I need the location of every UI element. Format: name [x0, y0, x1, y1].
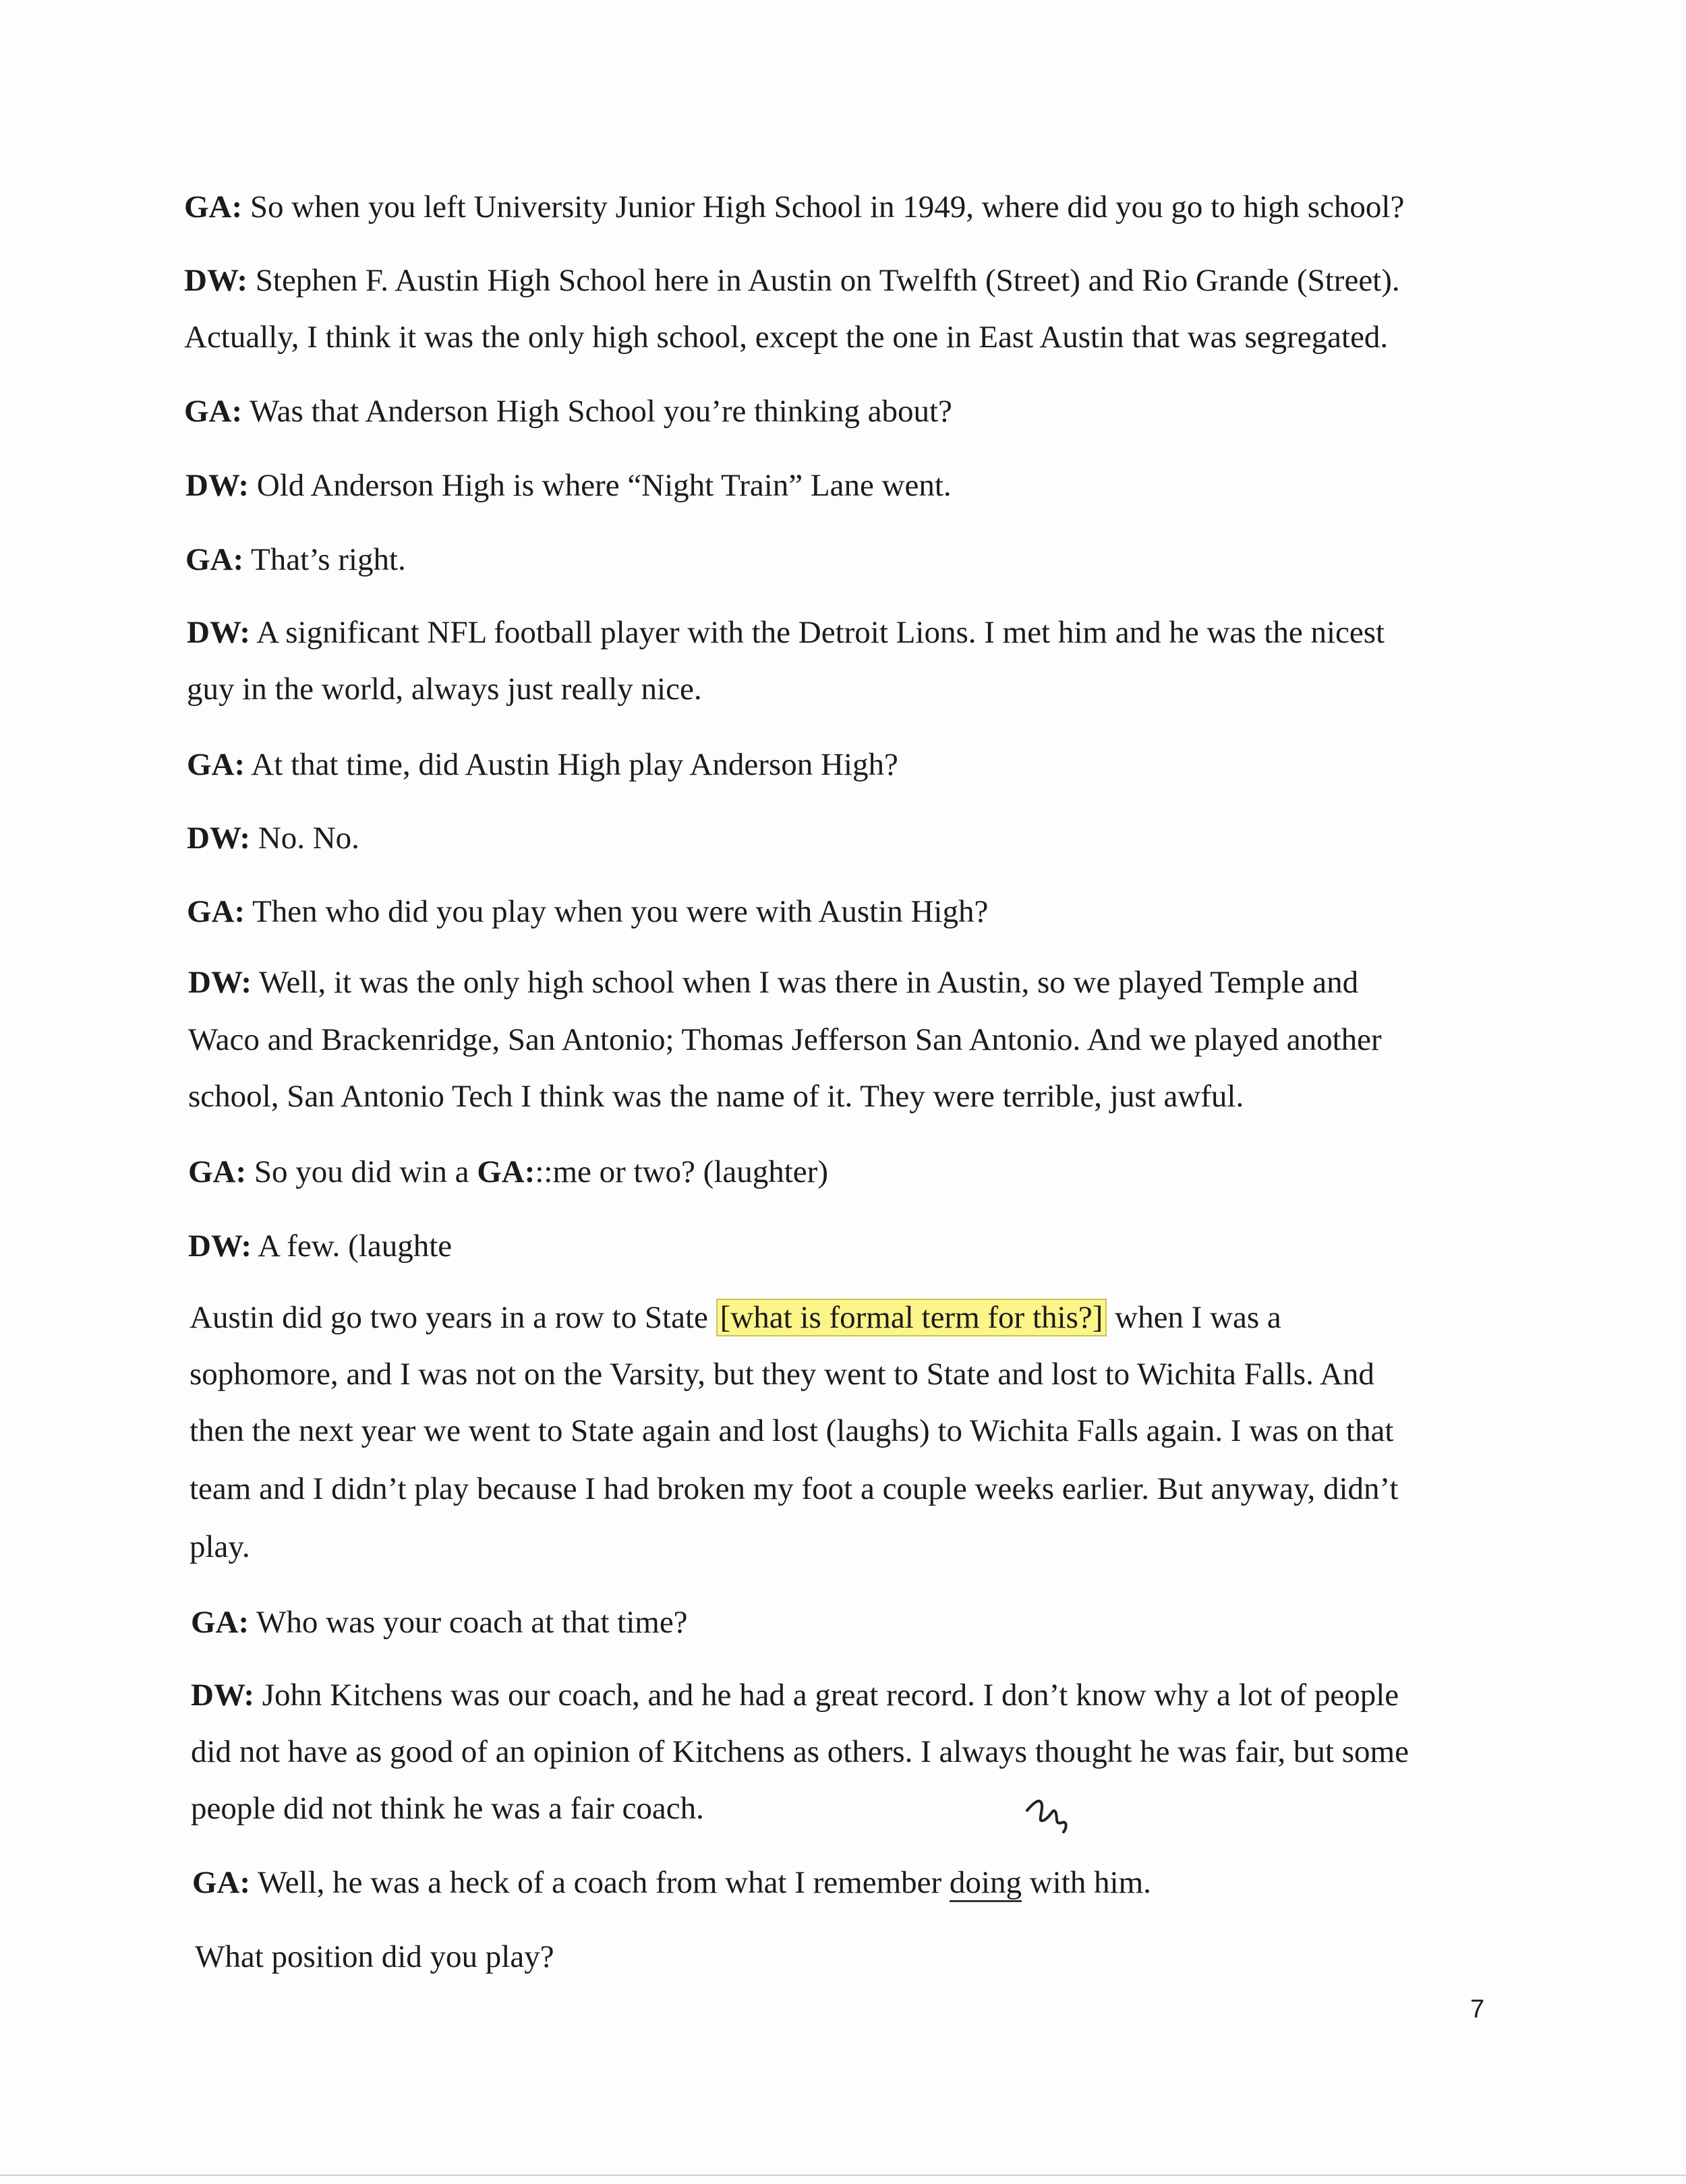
transcript-line: [188, 1226, 452, 1266]
transcript-line: [195, 1937, 554, 1977]
utterance-text: sophomore, and I was not on the Varsity, but they went to State and lost to Wichita Falls. And: [190, 1357, 1374, 1392]
transcript-line: [187, 744, 898, 785]
speaker-label: GA:: [187, 894, 245, 929]
transcript-line: [191, 1732, 1409, 1772]
utterance-text: with him.: [1021, 1865, 1151, 1900]
utterance-text: That’s right.: [243, 542, 406, 577]
utterance-text: Then who did you play when you were with Austin High?: [245, 894, 989, 929]
utterance-text: What position did you play?: [195, 1939, 554, 1974]
transcript-line: [192, 1862, 1151, 1903]
utterance-text: John Kitchens was our coach, and he had a great record. I don’t know why a lot of people: [254, 1678, 1399, 1713]
transcript-line: [184, 317, 1388, 357]
page-number: 7: [1470, 1995, 1485, 2024]
speaker-label: DW:: [191, 1678, 254, 1713]
utterance-text: Waco and Brackenridge, San Antonio; Thomas Jefferson San Antonio. And we played another: [188, 1022, 1382, 1057]
transcript-line: [191, 1602, 688, 1643]
utterance-text: At that time, did Austin High play Anderson High?: [245, 747, 898, 782]
transcript-line: [184, 260, 1400, 301]
transcript-line: [191, 1675, 1399, 1715]
transcript-line: [190, 1297, 1281, 1338]
handwritten-annotation: [1022, 1790, 1082, 1854]
speaker-label: DW:: [188, 965, 252, 1000]
transcript-line: [191, 1788, 704, 1829]
inline-bold-text: GA:: [477, 1154, 535, 1189]
transcript-line: [188, 962, 1358, 1003]
utterance-text: ::me or two? (laughter): [535, 1154, 828, 1189]
utterance-text: A few. (laughte: [252, 1229, 453, 1264]
handwritten-mark-icon: [1022, 1790, 1082, 1851]
utterance-text: guy in the world, always just really nice.: [187, 672, 702, 707]
utterance-text: when I was a: [1107, 1300, 1281, 1335]
utterance-text: Austin did go two years in a row to State: [190, 1300, 716, 1335]
transcript-line: [187, 818, 359, 858]
utterance-text: Well, it was the only high school when I was there in Austin, so we played Temple and: [252, 965, 1359, 1000]
utterance-text: Who was your coach at that time?: [249, 1605, 688, 1640]
transcript-line: [185, 465, 952, 506]
speaker-label: GA:: [192, 1865, 251, 1900]
transcript-line: [190, 1469, 1398, 1509]
editor-highlight-note: [what is formal term for this?]: [716, 1299, 1107, 1336]
transcript-line: [184, 391, 952, 432]
transcript-line: [188, 1076, 1244, 1117]
transcript-line: [185, 539, 406, 580]
utterance-text: So when you left University Junior High School in 1949, where did you go to high school?: [242, 189, 1405, 225]
speaker-label: DW:: [184, 263, 248, 298]
speaker-label: GA:: [184, 189, 243, 225]
transcript-line: [190, 1527, 250, 1567]
transcript-line: [188, 1152, 828, 1192]
utterance-text: Actually, I think it was the only high school, except the one in East Austin that was segregated.: [184, 320, 1389, 355]
speaker-label: DW:: [188, 1229, 252, 1264]
utterance-text: Well, he was a heck of a coach from what I remember: [250, 1865, 950, 1900]
scan-edge-line: [0, 2175, 1686, 2176]
speaker-label: GA:: [187, 747, 245, 782]
utterance-text: school, San Antonio Tech I think was the name of it. They were terrible, just awful.: [188, 1079, 1244, 1114]
transcript-line: [188, 1020, 1382, 1060]
transcript-line: [187, 612, 1385, 653]
utterance-text: did not have as good of an opinion of Kitchens as others. I always thought he was fair, but some: [191, 1734, 1409, 1769]
utterance-text: team and I didn’t play because I had broken my foot a couple weeks earlier. But anyway, didn’t: [190, 1471, 1399, 1506]
speaker-label: DW:: [185, 468, 249, 503]
transcript-line: [187, 669, 702, 709]
transcript-line: [190, 1354, 1374, 1394]
utterance-text: A significant NFL football player with the Detroit Lions. I met him and he was the nicest: [250, 615, 1385, 650]
utterance-text: people did not think he was a fair coach.: [191, 1791, 704, 1826]
utterance-text: Old Anderson High is where “Night Train” Lane went.: [249, 468, 952, 503]
utterance-text: No. No.: [250, 821, 359, 856]
speaker-label: GA:: [184, 394, 243, 429]
speaker-label: GA:: [191, 1605, 250, 1640]
utterance-text: So you did win a: [246, 1154, 477, 1189]
utterance-text: Stephen F. Austin High School here in Austin on Twelfth (Street) and Rio Grande (Street).: [248, 263, 1400, 298]
transcript-line: [190, 1411, 1393, 1451]
utterance-text: then the next year we went to State again and lost (laughs) to Wichita Falls again. I was on that: [190, 1413, 1394, 1448]
speaker-label: GA:: [185, 542, 244, 577]
utterance-text: play.: [190, 1529, 250, 1564]
underlined-word: doing: [950, 1865, 1022, 1902]
utterance-text: Was that Anderson High School you’re thinking about?: [242, 394, 952, 429]
transcript-line: [187, 891, 988, 932]
transcript-line: [184, 187, 1404, 227]
speaker-label: DW:: [187, 821, 250, 856]
speaker-label: GA:: [188, 1154, 247, 1189]
speaker-label: DW:: [187, 615, 250, 650]
